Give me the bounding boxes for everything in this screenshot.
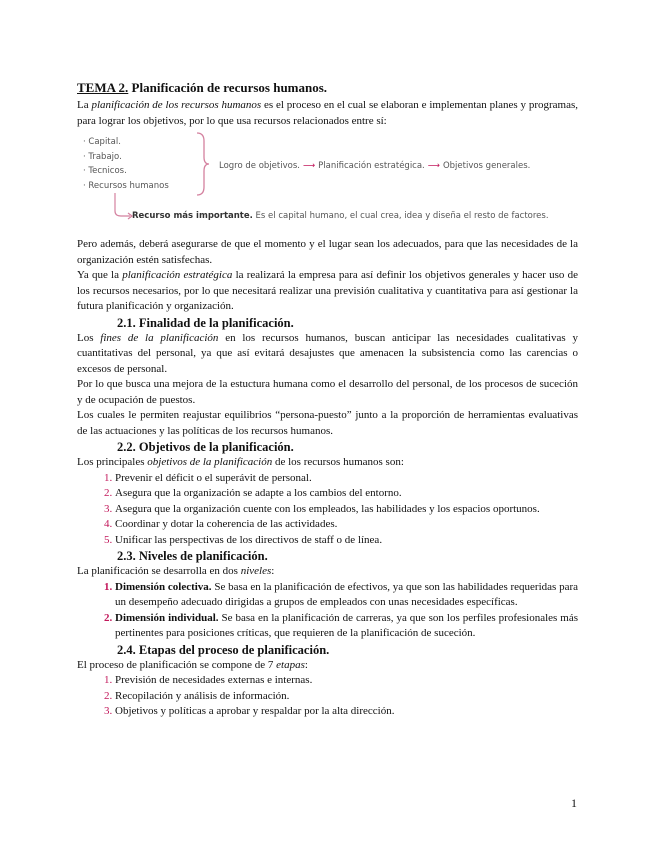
note-bold: Recurso más importante.	[132, 211, 253, 221]
intro-emphasis: planificación de los recursos humanos	[91, 99, 262, 111]
flow-step: Planificación estratégica.	[318, 161, 425, 171]
list-item: 3. Objetivos y políticas a aprobar y respaldar por la alta dirección.	[115, 704, 578, 720]
resource-item: · Tecnicos.	[83, 166, 127, 176]
paragraph	[77, 331, 578, 378]
section-heading: 2.2. Objetivos de la planificación.	[117, 440, 294, 454]
list-item: 2. Recopilación y análisis de información.	[115, 689, 578, 705]
section-heading: 2.3. Niveles de planificación.	[117, 549, 268, 563]
s22-emphasis: objetivos de la planificación	[147, 456, 273, 468]
paragraph	[77, 268, 578, 315]
s21-post: en los recursos humanos, buscan anticipar las necesidades cualitativas y cuantitativas del personal, ya que así evitará desajustes que amenacen la subsistencia como las carencias o excesos de personal.	[77, 331, 578, 375]
note-text: Es el capital humano, el cual crea, idea y diseña el resto de factores.	[252, 211, 549, 221]
paragraph	[77, 455, 578, 471]
tema-title: Planificación de recursos humanos.	[128, 80, 328, 95]
arrow-right-icon: ⟶	[302, 161, 316, 171]
resource-list	[83, 135, 169, 193]
list-item: 4. Coordinar y dotar la coherencia de las actividades.	[115, 517, 578, 533]
s24-post: :	[304, 658, 308, 671]
p2-emphasis: planificación estratégica	[122, 269, 233, 281]
s24-pre: El proceso de planificación se compone de 7	[77, 658, 277, 671]
paragraph: Los cuales le permiten reajustar equilibrios “persona-puesto” junto a la proporción de herramientas evaluativas de las actuaciones y las políticas de los recursos humanos.	[77, 409, 578, 437]
intro-pre: La	[77, 99, 92, 111]
list-item: 3. Asegura que la organización cuente con los empleados, las habilidades y los espacios oportunos.	[115, 502, 578, 518]
section-heading: 2.4. Etapas del proceso de planificación.	[117, 642, 330, 657]
brace-icon	[195, 131, 211, 197]
s21-pre: Los	[77, 331, 101, 344]
resource-item: · Trabajo.	[83, 151, 122, 162]
s23-pre: La planificación se desarrolla en dos	[77, 565, 241, 577]
objectives-list	[77, 471, 578, 549]
paragraph	[77, 564, 578, 580]
s21-emphasis: fines de la planificación	[100, 331, 219, 344]
s24-emphasis: etapas	[276, 658, 305, 671]
level-text: Se basa en la planificación de carreras, ya que son los perfiles profesionales más pertinentes para posiciones críticas, que requieren de la planificación de suceción.	[115, 611, 578, 639]
paragraph: Por lo que busca una mejora de la estuctura humana como el desarrollo del personal, de los procesos de suceción y de ocupación de puestos.	[77, 378, 578, 406]
s22-pre: Los principales	[77, 456, 148, 468]
flow-step: Objetivos generales.	[442, 161, 531, 171]
list-item	[115, 611, 578, 642]
resources-diagram	[77, 129, 578, 225]
resource-item: · Capital.	[83, 137, 121, 147]
list-item: 1. Previsión de necesidades externas e internas.	[115, 673, 578, 689]
list-item	[115, 580, 578, 611]
s23-emphasis: niveles	[240, 565, 272, 577]
level-title: Dimensión individual.	[115, 611, 219, 624]
level-text: Se basa en la planificación de efectivos, ya que son las habilidades requeridas para un desempeño adecuado dirigidas a grupos de empleados con unas necesidades específicas.	[115, 580, 578, 608]
intro-post: es el proceso en el cual se elaboran e implementan planes y programas, para lograr los objetivos, por lo que usa recursos relacionados entre sí:	[77, 99, 579, 127]
flow-chain	[219, 161, 530, 171]
document-page	[77, 80, 578, 720]
intro-paragraph	[77, 98, 578, 129]
list-item: 2. Asegura que la organización se adapte a los cambios del entorno.	[115, 486, 578, 502]
tema-label: TEMA 2.	[77, 80, 129, 95]
page-number: 1	[571, 796, 577, 810]
resource-item: · Recursos humanos	[83, 180, 169, 191]
list-item: 1. Prevenir el déficit o el superávit de personal.	[115, 471, 578, 487]
section-heading: 2.1. Finalidad de la planificación.	[117, 315, 294, 330]
stages-list	[77, 673, 578, 720]
flow-step: Logro de objetivos.	[219, 161, 300, 171]
paragraph	[77, 658, 578, 674]
page-title	[77, 80, 578, 96]
level-title: Dimensión colectiva.	[115, 580, 212, 593]
paragraph: Pero además, deberá asegurarse de que el momento y el lugar sean los adecuados, para que las necesidades de la organización estén satisfechas.	[77, 238, 578, 266]
diagram-note	[132, 211, 549, 221]
arrow-right-icon: ⟶	[427, 161, 440, 171]
list-item: 5. Unificar las perspectivas de los directivos de staff o de línea.	[115, 533, 578, 549]
s23-post: :	[271, 565, 275, 577]
p2-pre: Ya que la	[77, 269, 123, 281]
p2-post: la realizará la empresa para así definir los objetivos generales y hacer uso de los recursos necesarios, por lo que necesitará realizar una previsión cualitativa y cuantitativa para así gestionar la futura planificación y organización.	[77, 269, 578, 312]
levels-list	[77, 580, 578, 642]
s22-post: de los recursos humanos son:	[272, 456, 404, 468]
